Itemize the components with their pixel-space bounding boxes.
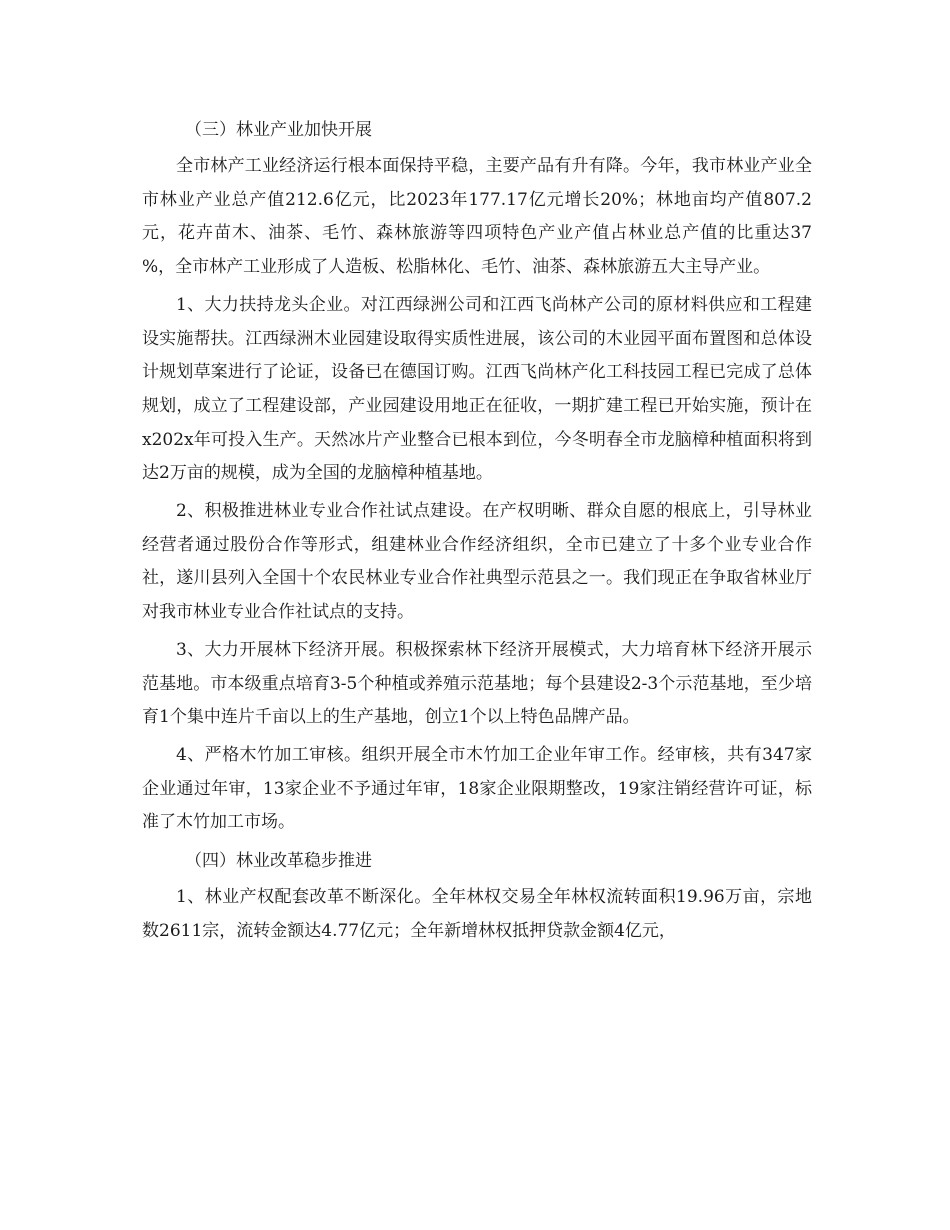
paragraph-leading-enterprises: 1、大力扶持龙头企业。对江西绿洲公司和江西飞尚林产公司的原材料供应和工程建设实施帮扶。江西绿洲木业园建设取得实质性进展，该公司的木业园平面布置图和总体设计规划草案进行了论证，设备已在德国订购。江西飞尚林产化工科技园工程已完成了总体规划，成立了工程建设部，产业园建设用地正在征收，一期扩建工程已开始实施，预计在x202x年可投入生产。天然冰片产业整合已根本到位，今冬明春全市龙脑樟种植面积将到达2万亩的规模，成为全国的龙脑樟种植基地。 (142, 294, 812, 484)
section-heading-forestry-reform: （四）林业改革稳步推进 (185, 851, 372, 872)
document-body (142, 113, 812, 952)
paragraph-wood-bamboo-audit: 4、严格木竹加工审核。组织开展全市木竹加工企业年审工作。经审核，共有347家企业通过年审，13家企业不予通过年审，18家企业限期整改，19家注销经营许可证，标准了木竹加工市场。 (142, 744, 812, 833)
section-heading-forestry-industry: （三）林业产业加快开展 (185, 120, 372, 140)
paragraph-property-reform: 1、林业产权配套改革不断深化。全年林权交易全年林权流转面积19.96万亩，宗地数2611宗，流转金额达4.77亿元；全年新增林权抵押贷款金额4亿元， (142, 887, 812, 941)
paragraph-industry-overview: 全市林产工业经济运行根本面保持平稳，主要产品有升有降。今年，我市林业产业全市林业产业总产值212.6亿元，比2023年177.17亿元增长20%；林地亩均产值807.2元，花卉苗木、油茶、毛竹、森林旅游等四项特色产业产值占林业总产值的比重达37 %，全市林产工业形成了人造板、松脂林化、毛竹、油茶、森林旅游五大主导产业。 (142, 156, 812, 278)
paragraph-understory-economy: 3、大力开展林下经济开展。积极探索林下经济开展模式，大力培育林下经济开展示范基地。市本级重点培育3-5个种植或养殖示范基地；每个县建设2-3个示范基地，至少培育1个集中连片千亩以上的生产基地，创立1个以上特色品牌产品。 (142, 639, 812, 728)
paragraph-cooperatives: 2、积极推进林业专业合作社试点建设。在产权明晰、群众自愿的根底上，引导林业经营者通过股份合作等形式，组建林业合作经济组织，全市已建立了十多个业专业合作社，遂川县列入全国十个农民林业专业合作社典型示范县之一。我们现正在争取省林业厅对我市林业专业合作社试点的支持。 (142, 501, 812, 623)
